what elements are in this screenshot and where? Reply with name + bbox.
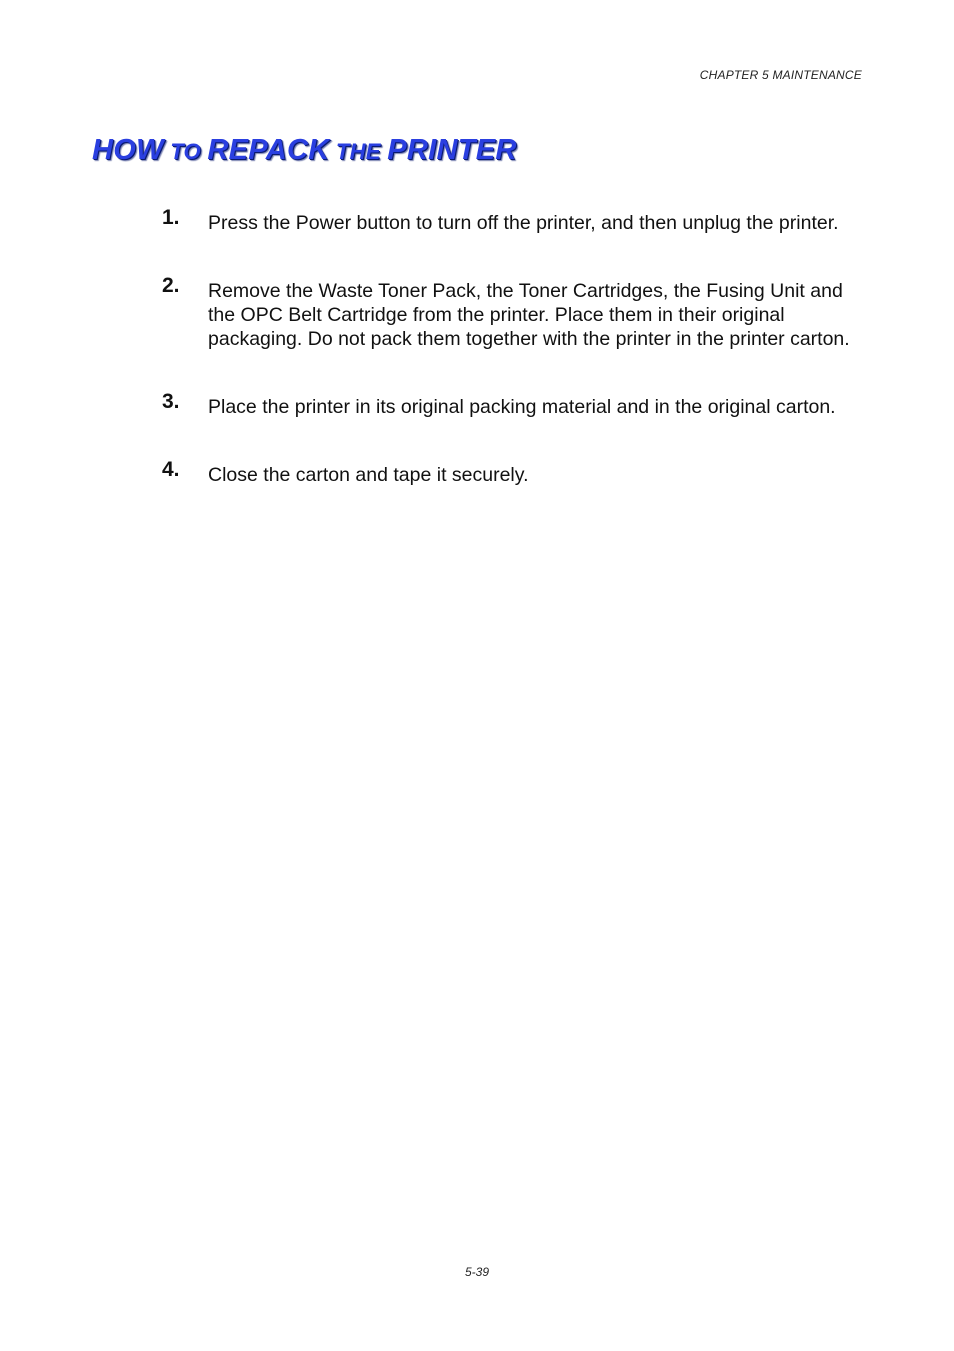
- page-number: 5-39: [464, 1265, 490, 1279]
- section-title: [92, 134, 517, 167]
- step-text: Close the carton and tape it securely.: [208, 464, 529, 486]
- running-header: CHAPTER 5 MAINTENANCE: [699, 68, 862, 82]
- title-part-how: HOW: [92, 134, 164, 166]
- step-number: 3.: [162, 390, 180, 413]
- title-part-the: THE: [329, 139, 388, 164]
- step-item: [162, 390, 862, 419]
- step-item: [162, 458, 862, 487]
- title-part-printer: PRINTER: [387, 134, 517, 166]
- step-text: Remove the Waste Toner Pack, the Toner Cartridges, the Fusing Unit and the OPC Belt Cartridge from the printer. Place them in their original packaging. Do not pack them together with the printer in the printer carton.: [208, 280, 850, 350]
- steps-list: [162, 208, 862, 487]
- step-item: [162, 206, 862, 235]
- step-text: Place the printer in its original packing material and in the original carton.: [208, 396, 836, 418]
- title-part-repack: REPACK: [207, 134, 330, 166]
- title-part-to: TO: [163, 139, 208, 164]
- step-item: [162, 274, 862, 351]
- step-text: Press the Power button to turn off the printer, and then unplug the printer.: [208, 212, 839, 234]
- step-number: 1.: [162, 206, 180, 229]
- step-number: 2.: [162, 274, 180, 297]
- step-number: 4.: [162, 458, 180, 481]
